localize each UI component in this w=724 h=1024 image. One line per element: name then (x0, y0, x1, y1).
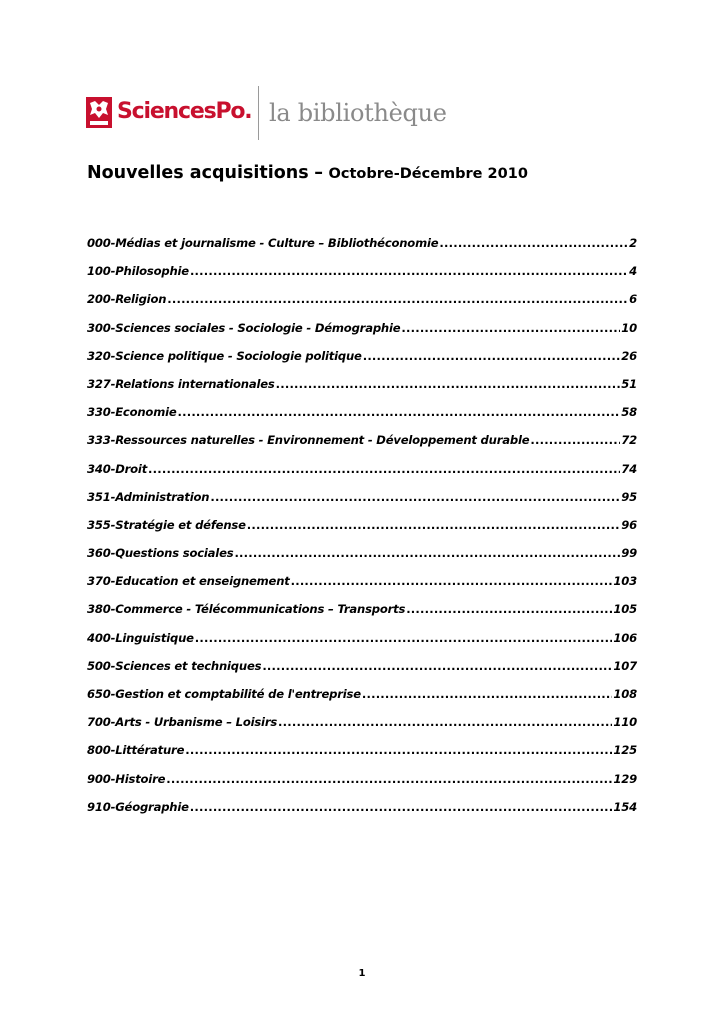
toc-entry-label: 320-Science politique - Sociologie politique (87, 348, 362, 363)
toc-leader-dots (190, 800, 613, 814)
toc-leader-dots (278, 715, 612, 729)
toc-entry-page: 95 (621, 489, 637, 504)
toc-entry[interactable] (87, 602, 637, 630)
toc-entry[interactable] (87, 236, 637, 264)
toc-entry[interactable] (87, 546, 637, 574)
toc-entry-page: 2 (629, 236, 637, 250)
library-subtitle: la bibliothèque (269, 99, 447, 127)
toc-leader-dots (401, 321, 620, 335)
toc-entry-page: 125 (613, 743, 637, 758)
toc-entry-label: 910-Géographie (87, 799, 189, 814)
title-period: Octobre-Décembre 2010 (328, 166, 528, 182)
page-number: 1 (358, 968, 366, 979)
toc-entry[interactable] (87, 462, 637, 490)
toc-entry-page: 58 (621, 405, 637, 420)
toc-entry[interactable] (87, 349, 637, 377)
toc-entry-page: 154 (613, 799, 637, 814)
toc-leader-dots (190, 264, 628, 278)
toc-entry[interactable] (87, 659, 637, 687)
toc-entry-page: 108 (613, 687, 637, 701)
toc-entry-label: 200-Religion (87, 292, 167, 307)
toc-entry[interactable] (87, 687, 637, 715)
toc-leader-dots (210, 490, 620, 504)
toc-leader-dots (291, 574, 613, 588)
toc-entry-label: 100-Philosophie (87, 264, 189, 279)
toc-entry-page: 26 (621, 348, 637, 363)
toc-entry[interactable] (87, 574, 637, 602)
logo-divider (258, 86, 259, 140)
toc-leader-dots (234, 546, 620, 560)
toc-entry-label: 355-Stratégie et défense (87, 517, 246, 532)
toc-entry-label: 380-Commerce - Télécommunications – Transports (87, 602, 406, 617)
sciencespo-emblem-icon (86, 97, 112, 128)
toc-entry-label: 333-Ressources naturelles - Environnement - Développement durable (87, 433, 530, 448)
toc-entry-label: 340-Droit (87, 461, 148, 476)
toc-entry[interactable] (87, 292, 637, 320)
toc-leader-dots (363, 349, 621, 363)
toc-entry[interactable] (87, 433, 637, 461)
toc-leader-dots (178, 405, 621, 419)
toc-entry[interactable] (87, 772, 637, 800)
toc-entry[interactable] (87, 631, 637, 659)
toc-leader-dots (166, 772, 612, 786)
toc-entry[interactable] (87, 264, 637, 292)
toc-entry-page: 99 (621, 546, 637, 561)
toc-entry-label: 900-Histoire (87, 771, 166, 786)
toc-entry[interactable] (87, 377, 637, 405)
toc-entry-label: 327-Relations internationales (87, 376, 275, 391)
toc-entry-label: 351-Administration (87, 489, 210, 504)
toc-leader-dots (362, 687, 613, 701)
toc-entry[interactable] (87, 518, 637, 546)
toc-entry[interactable] (87, 800, 637, 828)
title-main: Nouvelles acquisitions (87, 163, 309, 183)
toc-entry-label: 330-Economie (87, 405, 177, 420)
toc-entry-label: 400-Linguistique (87, 630, 194, 645)
toc-entry-label: 500-Sciences et techniques (87, 658, 262, 673)
toc-entry-page: 4 (629, 264, 637, 279)
table-of-contents (87, 236, 637, 828)
toc-entry-page: 106 (613, 630, 637, 645)
toc-entry[interactable] (87, 743, 637, 771)
toc-entry-label: 370-Education et enseignement (87, 574, 290, 589)
toc-entry-label: 700-Arts - Urbanisme – Loisirs (87, 715, 278, 730)
toc-entry-page: 103 (613, 574, 637, 589)
sciencespo-logo-text: SciencesPo. (117, 99, 252, 124)
toc-leader-dots (167, 292, 628, 306)
header (86, 86, 646, 140)
toc-leader-dots (406, 602, 612, 616)
toc-entry-page: 6 (629, 292, 637, 307)
toc-entry-label: 360-Questions sociales (87, 546, 234, 561)
toc-entry-page: 105 (613, 602, 637, 617)
toc-entry[interactable] (87, 405, 637, 433)
title-dash: – (314, 163, 323, 183)
toc-entry-page: 107 (613, 658, 637, 673)
toc-entry[interactable] (87, 321, 637, 349)
toc-entry-page: 110 (613, 715, 637, 730)
toc-leader-dots (247, 518, 621, 532)
toc-entry[interactable] (87, 490, 637, 518)
toc-entry-page: 72 (621, 433, 637, 448)
toc-leader-dots (439, 236, 628, 250)
toc-entry-page: 74 (621, 461, 637, 476)
toc-leader-dots (262, 659, 612, 673)
toc-entry-page: 10 (621, 320, 637, 335)
toc-entry-page: 96 (621, 517, 637, 532)
toc-entry-label: 650-Gestion et comptabilité de l'entreprise (87, 687, 361, 701)
toc-entry-label: 000-Médias et journalisme - Culture – Bibliothéconomie (87, 236, 439, 250)
toc-leader-dots (530, 433, 620, 447)
toc-leader-dots (185, 743, 612, 757)
toc-entry-page: 129 (613, 771, 637, 786)
toc-entry-label: 800-Littérature (87, 743, 185, 758)
toc-entry-page: 51 (621, 376, 637, 391)
toc-entry[interactable] (87, 715, 637, 743)
toc-leader-dots (148, 462, 620, 476)
toc-leader-dots (276, 377, 621, 391)
page-title (87, 160, 528, 187)
toc-entry-label: 300-Sciences sociales - Sociologie - Démographie (87, 320, 401, 335)
toc-leader-dots (195, 631, 613, 645)
